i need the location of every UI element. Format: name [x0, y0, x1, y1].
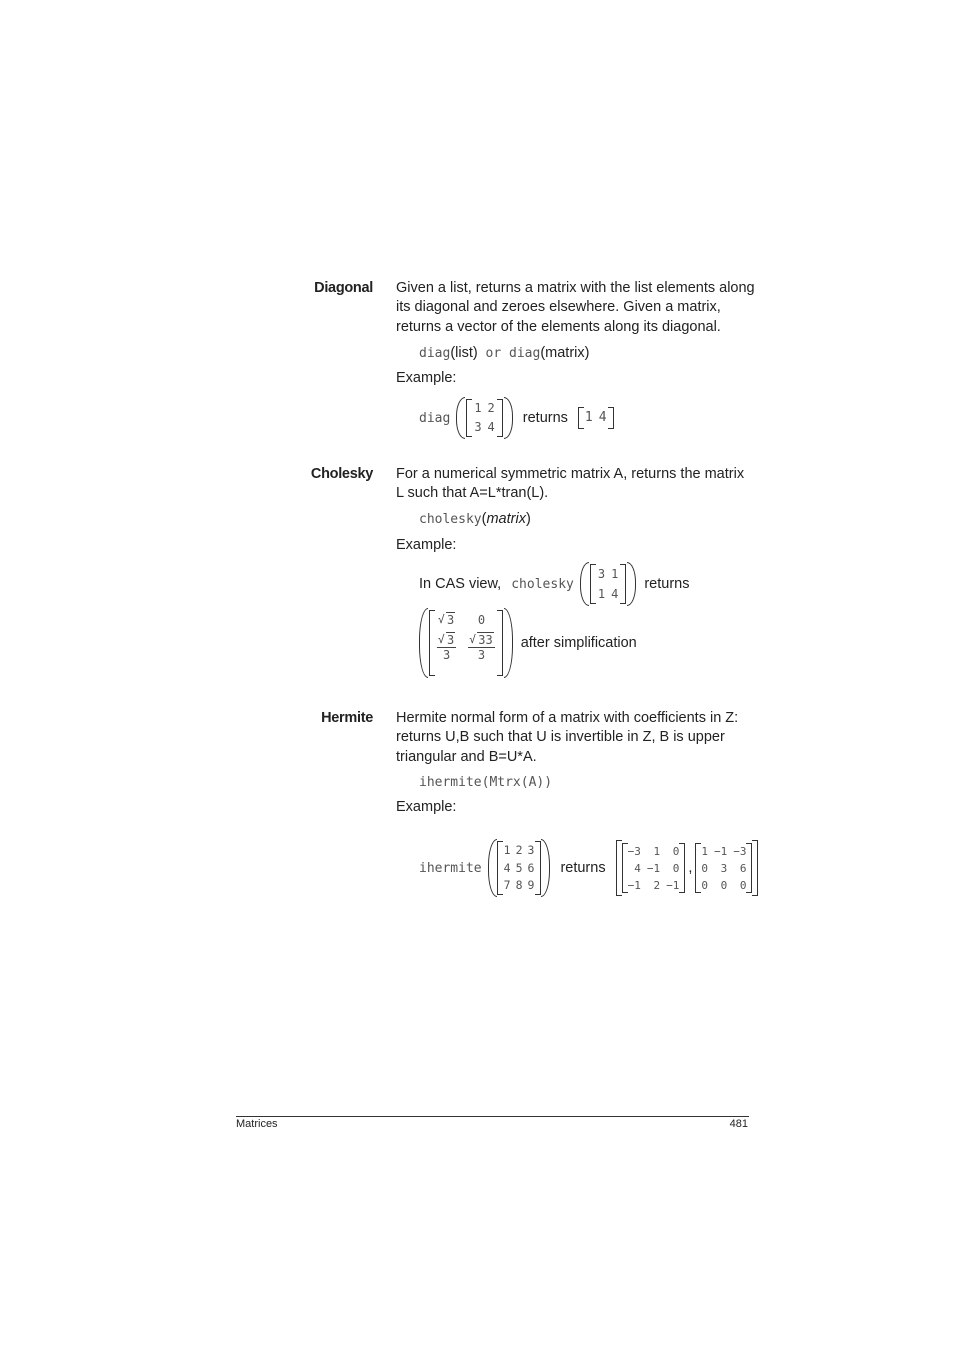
- diagonal-term: Diagonal: [314, 280, 373, 296]
- matrix-cell: 3: [443, 648, 451, 662]
- cholesky-description: For a numerical symmetric matrix A, returns the matrix L such that A=L*tran(L).: [396, 466, 745, 502]
- fraction: √ 3 3: [438, 633, 455, 662]
- example-label: Example:: [396, 537, 457, 553]
- syntax-cmd: diag: [419, 346, 451, 361]
- example-label: Example:: [396, 370, 457, 386]
- matrix-cell: 1: [611, 567, 619, 581]
- hermite-example: [419, 838, 758, 898]
- matrix-cell: 3: [447, 613, 455, 627]
- cholesky-syntax: cholesky(matrix): [419, 511, 531, 527]
- example-cmd: ihermite: [419, 860, 482, 876]
- matrix-cell: −1: [627, 879, 641, 892]
- matrix-argument: [456, 397, 512, 439]
- result-matrix: [419, 608, 513, 678]
- syntax-arg: matrix: [486, 511, 526, 527]
- matrix-cell: 4: [487, 420, 495, 434]
- page-number: 481: [729, 1118, 748, 1130]
- matrix-cell: 1: [584, 410, 593, 425]
- example-cmd: diag: [419, 410, 451, 426]
- matrix-cell: 3: [527, 843, 535, 857]
- matrix-cell: 0: [672, 862, 680, 875]
- matrix-cell: 3: [720, 862, 728, 875]
- matrix-cell: 1: [474, 401, 482, 415]
- result-vector: [578, 407, 614, 429]
- syntax-arg: (matrix): [540, 345, 590, 361]
- result-matrix-u: [622, 843, 686, 893]
- returns-label: returns: [560, 860, 606, 876]
- diagonal-syntax: [419, 344, 589, 362]
- matrix: [466, 399, 502, 437]
- hermite-term: Hermite: [321, 710, 373, 726]
- result-list: [616, 840, 759, 896]
- matrix-cell: 0: [720, 879, 728, 892]
- example-label: Example:: [396, 799, 457, 815]
- fraction: √ 33 3: [469, 633, 493, 662]
- after-simplification: after simplification: [520, 635, 637, 651]
- matrix-cell: 2: [487, 401, 495, 415]
- returns-label: returns: [644, 576, 690, 592]
- matrix-cell: 4: [503, 860, 511, 875]
- matrix: [429, 610, 503, 676]
- matrix-cell: 7: [503, 878, 511, 892]
- matrix-cell: 0: [477, 613, 486, 627]
- matrix-argument: [488, 839, 551, 897]
- matrix-cell: 5: [515, 860, 523, 875]
- syntax-or: or: [477, 346, 510, 361]
- footer-section: Matrices: [236, 1118, 278, 1130]
- example-cmd: cholesky: [511, 576, 574, 592]
- matrix-cell: 1: [597, 587, 606, 601]
- separator: ,: [688, 860, 693, 876]
- matrix-cell: 3: [597, 567, 606, 581]
- matrix-cell: 0: [672, 845, 680, 858]
- matrix-cell: 1: [701, 845, 708, 858]
- matrix-cell: 0: [701, 879, 708, 892]
- matrix-cell: 33: [478, 633, 493, 647]
- syntax-arg: (list): [450, 345, 478, 361]
- diagonal-example: [419, 396, 614, 440]
- hermite-syntax: ihermite(Mtrx(A)): [419, 775, 553, 790]
- matrix-cell: 6: [739, 862, 747, 875]
- sqrt: √ 3: [438, 613, 455, 627]
- syntax-cmd: diag: [509, 346, 541, 361]
- matrix-cell: 6: [527, 860, 535, 875]
- matrix-cell: 4: [634, 862, 641, 875]
- cholesky-example: [419, 562, 689, 606]
- returns-label: returns: [522, 410, 568, 426]
- matrix: [590, 564, 626, 604]
- matrix-cell: −1: [646, 862, 661, 875]
- matrix-cell: 3: [477, 648, 486, 662]
- matrix-cell: −1: [713, 845, 728, 858]
- matrix-cell: 2: [653, 879, 661, 892]
- footer-rule: [236, 1116, 749, 1117]
- result-matrix-b: [695, 843, 752, 893]
- example-prefix: In CAS view,: [419, 576, 506, 592]
- hermite-description: Hermite normal form of a matrix with coefficients in Z: returns U,B such that U is invertible in Z, B is upper triangular and B=U*A.: [396, 710, 739, 765]
- matrix-cell: −1: [666, 879, 680, 892]
- syntax-cmd: cholesky: [419, 512, 482, 527]
- matrix-cell: 8: [515, 878, 523, 892]
- matrix-cell: 4: [598, 410, 607, 425]
- matrix-cell: −3: [733, 845, 747, 858]
- matrix-cell: −3: [627, 845, 641, 858]
- matrix-cell: 0: [739, 879, 747, 892]
- matrix-cell: 3: [474, 420, 482, 434]
- matrix-argument: [580, 562, 636, 606]
- matrix-cell: 2: [515, 843, 523, 857]
- matrix-cell: 9: [527, 878, 535, 892]
- matrix-cell: 1: [503, 843, 511, 857]
- cholesky-result: [419, 608, 637, 678]
- matrix-cell: 0: [701, 862, 708, 875]
- cholesky-term: Cholesky: [310, 466, 373, 482]
- matrix-cell: 4: [611, 587, 619, 601]
- matrix: [497, 841, 542, 895]
- diagonal-description: Given a list, returns a matrix with the list elements along its diagonal and zeroes elsewhere. Given a matrix, returns a vector of the elements along its diagonal.: [396, 280, 755, 335]
- matrix-cell: 1: [653, 845, 661, 858]
- matrix-cell: 3: [447, 633, 455, 647]
